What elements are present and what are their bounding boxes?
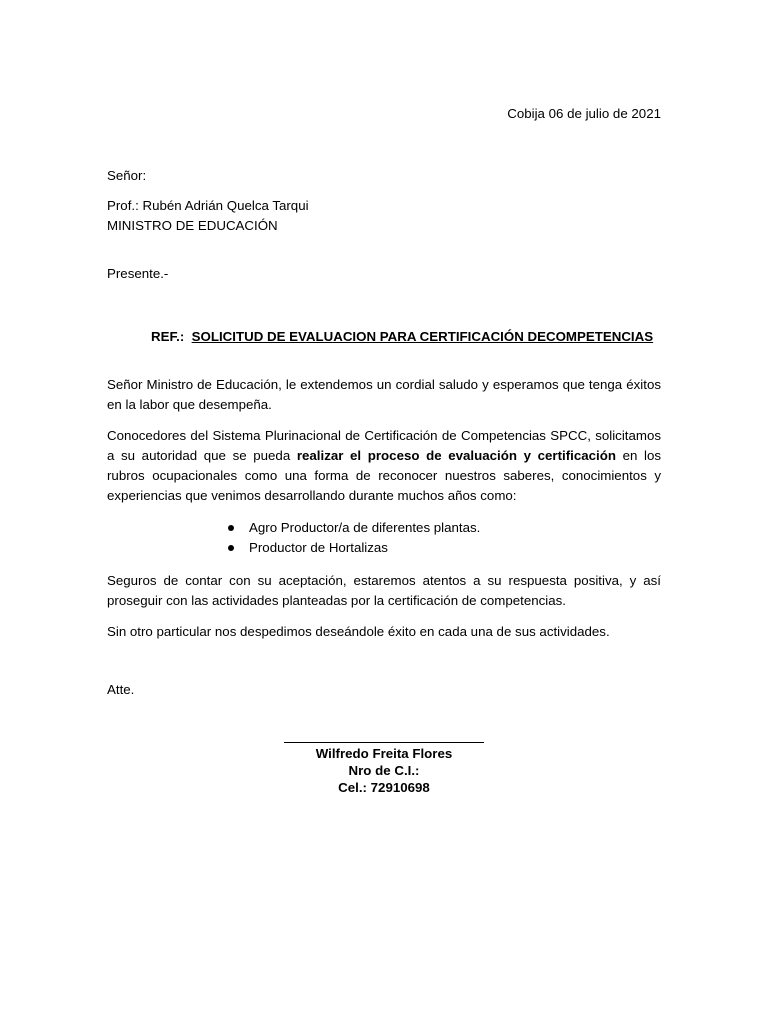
paragraph-request [107, 426, 661, 506]
closing: Atte. [107, 682, 135, 697]
list-item-text: Productor de Hortalizas [249, 540, 388, 555]
occupation-list [228, 518, 480, 558]
addressee-block [107, 196, 661, 236]
reference-line [151, 327, 653, 347]
paragraph-request-text-end: en los rubros ocupacionales como una forma de reconocer nuestros saberes, conocimientos y experiencias que venimos desarrollando durante muchos años como: [107, 448, 661, 503]
signature-line [284, 730, 484, 743]
paragraph-confidence: Seguros de contar con su aceptación, estaremos atentos a su respuesta positiva, y así proseguir con las actividades planteadas por la certificación de competencias. [107, 573, 661, 608]
signer-id: Nro de C.I.: [348, 763, 420, 778]
bullet-icon [228, 525, 234, 531]
presente-line: Presente.- [107, 266, 169, 281]
paragraph-farewell: Sin otro particular nos despedimos deseándole éxito en cada una de sus actividades. [107, 624, 610, 639]
salutation-title: Señor: [107, 168, 147, 183]
signer-phone: Cel.: 72910698 [338, 780, 430, 795]
addressee-position: MINISTRO DE EDUCACIÓN [107, 218, 278, 233]
reference-subject: SOLICITUD DE EVALUACION PARA CERTIFICACIÓN DECOMPETENCIAS [191, 329, 654, 344]
reference-label: REF.: [151, 329, 185, 344]
list-item [228, 518, 480, 538]
letter-date: Cobija 06 de julio de 2021 [507, 106, 661, 121]
signature-block [284, 730, 484, 796]
list-item [228, 538, 480, 558]
paragraph-greeting: Señor Ministro de Educación, le extendemos un cordial saludo y esperamos que tenga éxitos en la labor que desempeña. [107, 377, 661, 412]
paragraph-request-bold: realizar el proceso de evaluación y certificación [296, 448, 616, 463]
addressee-name: Prof.: Rubén Adrián Quelca Tarqui [107, 198, 309, 213]
list-item-text: Agro Productor/a de diferentes plantas. [249, 520, 481, 535]
bullet-icon [228, 545, 234, 551]
signer-name: Wilfredo Freita Flores [315, 746, 453, 761]
paragraph-request-text-start: Conocedores del Sistema Plurinacional de Certificación de Competencias SPCC, solicitamos a su autoridad que se pueda [107, 428, 661, 463]
